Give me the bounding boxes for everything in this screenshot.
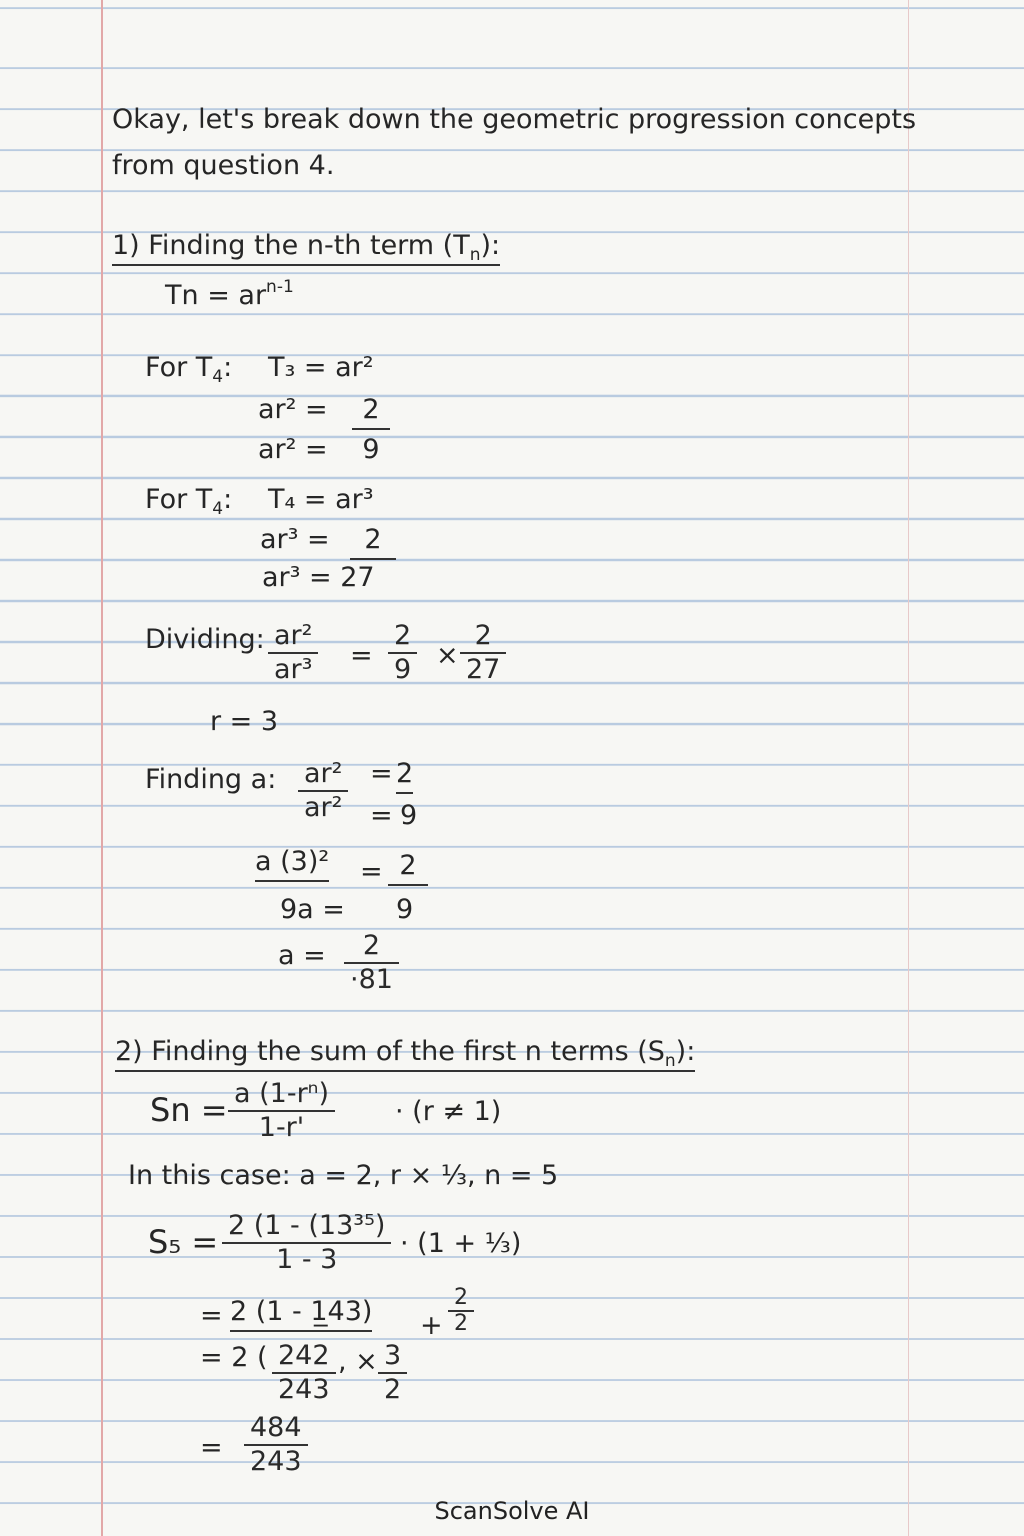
step2-f-num: 2 (448, 1286, 474, 1312)
watermark: ScanSolve AI (434, 1497, 590, 1525)
nth-term-formula: $Tn = ar^{n-1}$ (165, 277, 294, 311)
s5-denominator: 1 - 3 (276, 1244, 338, 1275)
section2-heading: 2) Finding the sum of the first n terms $(S_n)$: (115, 1036, 696, 1071)
sn-condition: · (r ≠ 1) (395, 1096, 502, 1127)
step3-fraction (272, 1340, 336, 1406)
step3-eq: = 2 ( (200, 1342, 268, 1373)
s5-lhs: S₅ = (148, 1223, 219, 1261)
t4-line2-rhs: 2 (350, 524, 396, 560)
t3-line3-rhs: 9 (362, 434, 380, 465)
finding-a-eq1: = (370, 758, 393, 789)
sn-denominator: 1-r' (258, 1112, 305, 1143)
for-t3-label: For $T_4$: (145, 352, 233, 387)
finding-a-fraction (298, 758, 348, 824)
finding-a-den: ar² (304, 792, 343, 823)
final-eq: = (200, 1432, 223, 1463)
step3-f-num: 3 (378, 1340, 407, 1374)
a-substitution-rhs: 2 (388, 850, 428, 886)
finding-a-eq2: = (370, 800, 393, 831)
intro-line-2: from question 4. (112, 150, 335, 181)
a-value-lhs: a = (278, 940, 326, 971)
final-num: 484 (244, 1412, 308, 1446)
intro-line-1: Okay, let's break down the geometric progression concepts (112, 104, 917, 135)
r-result: r = 3 (210, 706, 279, 737)
s5-fraction (222, 1210, 391, 1276)
for-t4-label: For $T_4$: (145, 484, 233, 519)
step2-eq: = (200, 1300, 223, 1331)
step2-f-den: 2 (454, 1311, 468, 1336)
dividing-times: × (436, 640, 459, 671)
sn-lhs: Sn = (150, 1091, 228, 1129)
sn-numerator: a (1-rⁿ) (228, 1078, 335, 1112)
dividing-f1-num: 2 (388, 620, 417, 654)
dividing-label: Dividing: (145, 624, 265, 655)
nine-a-rhs: 9 (396, 894, 414, 925)
finding-a-num: ar² (298, 758, 348, 792)
s5-numerator: 2 (1 - (13³⁵) (222, 1210, 391, 1244)
a-value-fraction (344, 930, 399, 996)
right-margin-line (908, 0, 909, 1536)
t3-line2-rhs: 2 (352, 394, 390, 430)
sn-fraction (228, 1078, 335, 1144)
dividing-fraction-2 (460, 620, 506, 686)
dividing-fraction-1 (388, 620, 417, 686)
step3-den: 243 (278, 1374, 330, 1405)
a-value-den: ·81 (350, 964, 393, 995)
step2-fraction (448, 1286, 474, 1336)
dividing-numerator: ar² (268, 620, 318, 654)
step3-f-den: 2 (384, 1374, 402, 1405)
dividing-f2-num: 2 (460, 620, 506, 654)
a-value-num: 2 (344, 930, 399, 964)
dividing-denominator: ar³ (274, 654, 313, 685)
a-substitution-eq: = (360, 856, 383, 887)
t3-line2-lhs: ar² = (258, 394, 328, 425)
t4-line2-lhs: ar³ = (260, 524, 330, 555)
step2-numerator: 2 (1 - 1̲43) (230, 1296, 372, 1332)
s5-tail: · (1 + ⅓) (400, 1228, 522, 1259)
t3-equation: T₃ = ar² (268, 352, 374, 383)
dividing-f2-den: 27 (466, 654, 501, 685)
finding-a-rhs-den: 9 (400, 800, 418, 831)
final-fraction (244, 1412, 308, 1478)
t4-line3: ar³ = 27 (262, 562, 375, 593)
step3-times: , × (338, 1346, 378, 1377)
final-den: 243 (250, 1446, 302, 1477)
step3-factor (378, 1340, 407, 1406)
nine-a-line: 9a = (280, 894, 345, 925)
step3-num: 242 (272, 1340, 336, 1374)
finding-a-label: Finding a: (145, 764, 277, 795)
step2-plus: + (420, 1310, 443, 1341)
dividing-equals: = (350, 640, 373, 671)
case-line: In this case: a = 2, r × ⅓, n = 5 (128, 1160, 559, 1191)
dividing-f1-den: 9 (394, 654, 412, 685)
finding-a-rhs-num: 2 (396, 758, 413, 794)
dividing-fraction (268, 620, 318, 686)
t4-equation: T₄ = ar³ (268, 484, 374, 515)
a-substitution: a (3)² (255, 846, 329, 882)
margin-line (101, 0, 103, 1536)
section1-heading: 1) Finding the n-th term $(T_n)$: (112, 230, 501, 265)
t3-line3-lhs: ar² = (258, 434, 328, 465)
